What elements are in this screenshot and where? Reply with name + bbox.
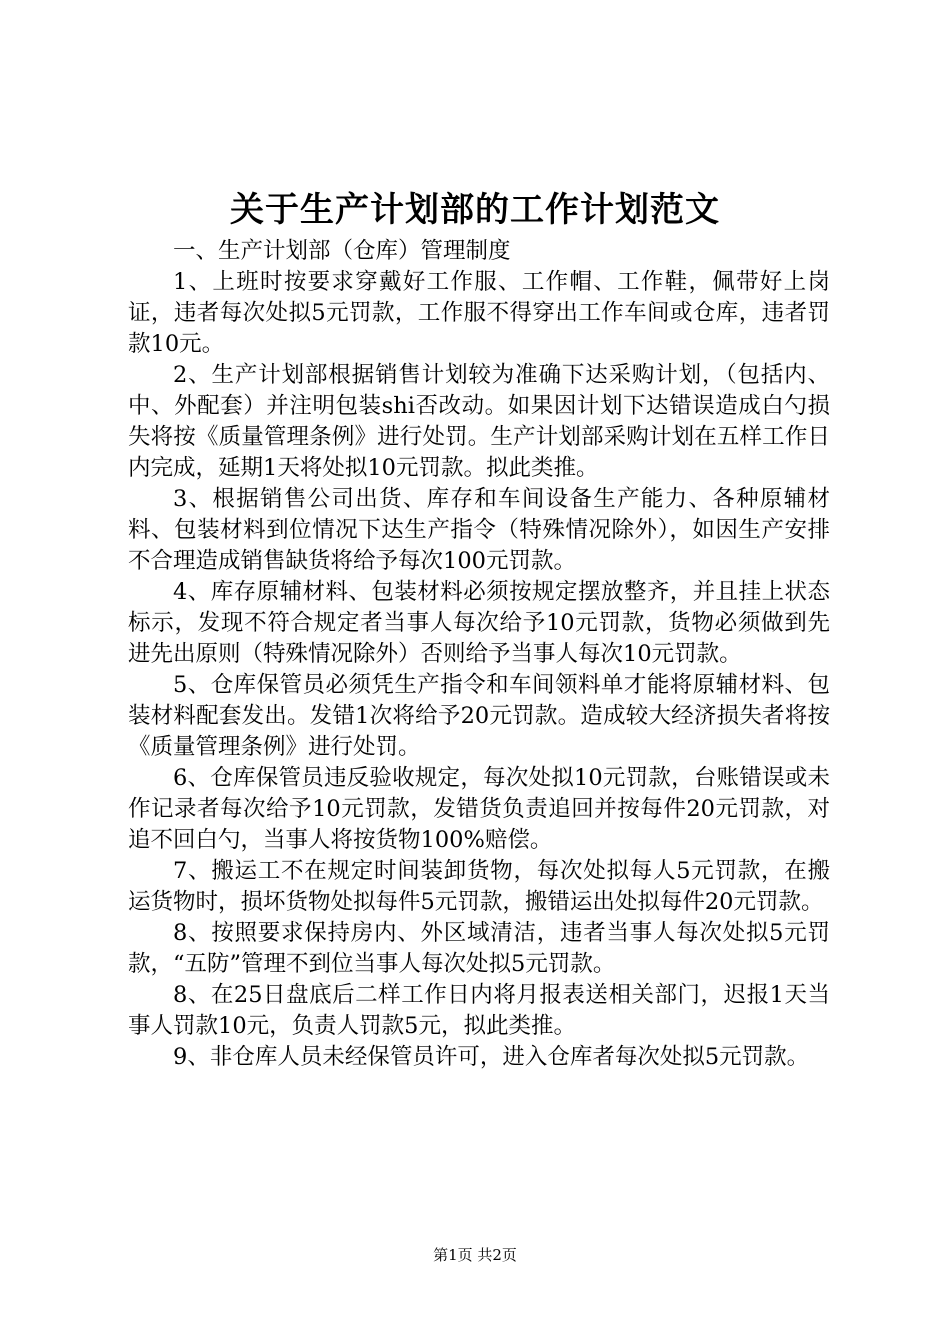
section-heading: 一、生产计划部（仓库）管理制度: [173, 238, 511, 264]
paragraph-1: 1、上班时按要求穿戴好工作服、工作帽、工作鞋，佩带好上岗证，违者每次处拟5元罚款，工作服不得穿出工作车间或仓库，违者罚款10元。: [128, 269, 830, 357]
paragraph-2: 2、生产计划部根据销售计划较为准确下达采购计划，（包括内、中、外配套）并注明包装shi否改动。如果因计划下达错误造成白勺损失将按《质量管理条例》进行处罚。生产计划部采购计划在五样工作日内完成，延期1天将处拟10元罚款。拟此类推。: [128, 362, 830, 481]
document-title: 关于生产计划部的工作计划范文: [230, 190, 720, 230]
paragraph-6: 6、仓库保管员违反验收规定，每次处拟10元罚款，台账错误或未作记录者每次给予10元罚款，发错货负责追回并按每件20元罚款，对追不回白勺，当事人将按货物100%赔偿。: [128, 765, 830, 853]
paragraph-10: 9、非仓库人员未经保管员许可，进入仓库者每次处拟5元罚款。: [173, 1044, 810, 1070]
paragraph-8: 8、按照要求保持房内、外区域清洁，违者当事人每次处拟5元罚款，“五防”管理不到位当事人每次处拟5元罚款。: [128, 920, 830, 977]
page-footer: 第1页 共2页: [433, 1246, 517, 1264]
paragraph-9: 8、在25日盘底后二样工作日内将月报表送相关部门，迟报1天当事人罚款10元，负责人罚款5元，拟此类推。: [128, 982, 830, 1039]
paragraph-7: 7、搬运工不在规定时间装卸货物，每次处拟每人5元罚款，在搬运货物时，损坏货物处拟每件5元罚款，搬错运出处拟每件20元罚款。: [128, 858, 830, 915]
paragraph-4: 4、库存原辅材料、包装材料必须按规定摆放整齐，并且挂上状态标示，发现不符合规定者当事人每次给予10元罚款，货物必须做到先进先出原则（特殊情况除外）否则给予当事人每次10元罚款。: [128, 579, 830, 667]
paragraph-3: 3、根据销售公司出货、库存和车间设备生产能力、各种原辅材料、包装材料到位情况下达生产指令（特殊情况除外），如因生产安排不合理造成销售缺货将给予每次100元罚款。: [128, 486, 830, 574]
paragraph-5: 5、仓库保管员必须凭生产指令和车间领料单才能将原辅材料、包装材料配套发出。发错1次将给予20元罚款。造成较大经济损失者将按《质量管理条例》进行处罚。: [128, 672, 830, 760]
document-body: [128, 236, 830, 1073]
